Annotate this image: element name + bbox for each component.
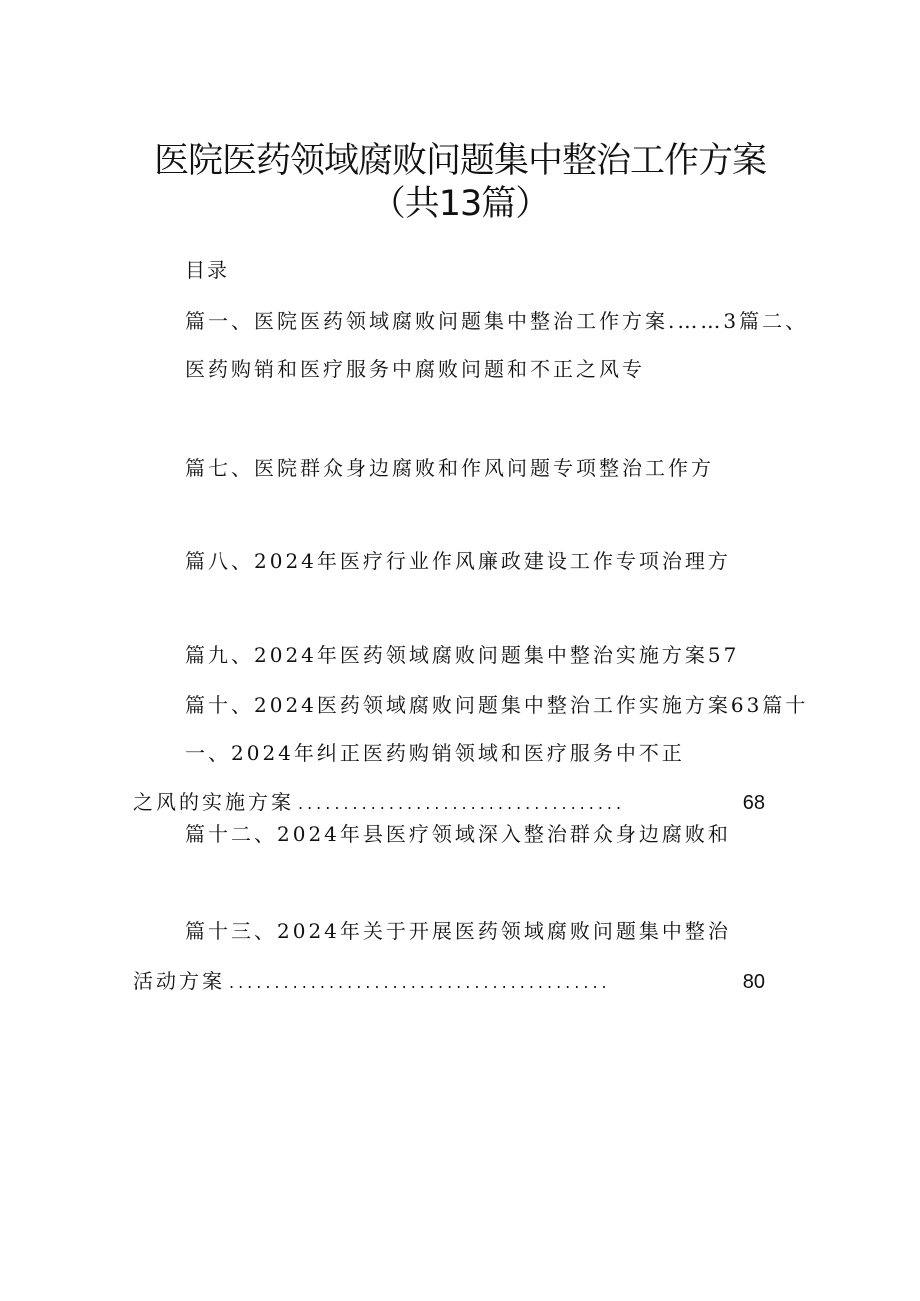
document-subtitle: （共13篇）: [370, 184, 550, 224]
toc-leader-dots: ....................................: [298, 794, 626, 813]
toc-entry-2[interactable]: 医药购销和医疗服务中腐败问题和不正之风专: [185, 357, 645, 381]
toc-page-number: 68: [742, 792, 765, 814]
toc-entry-7[interactable]: 篇七、医院群众身边腐败和作风问题专项整治工作方: [185, 456, 714, 480]
document-title: 医院医药领域腐败问题集中整治工作方案: [153, 141, 766, 181]
toc-entry-11[interactable]: 一、2024年纠正医药购销领域和医疗服务中不正: [185, 741, 685, 765]
toc-leader-dots: ..........................................: [229, 973, 611, 992]
toc-label: 目录: [185, 258, 229, 282]
toc-entry-13-tail[interactable]: [133, 965, 765, 994]
toc-entry-8[interactable]: 篇八、2024年医疗行业作风廉政建设工作专项治理方: [185, 549, 731, 573]
toc-page-number: 80: [742, 971, 765, 993]
toc-entry-9[interactable]: 篇九、2024年医药领域腐败问题集中整治实施方案57: [185, 643, 740, 667]
toc-entry-13[interactable]: 篇十三、2024年关于开展医药领域腐败问题集中整治: [185, 919, 731, 943]
toc-entry-10[interactable]: 篇十、2024医药领域腐败问题集中整治工作实施方案63篇十: [185, 693, 809, 717]
toc-entry-text: 活动方案: [133, 969, 225, 993]
toc-entry-text: 之风的实施方案: [133, 790, 294, 814]
toc-entry-1[interactable]: 篇一、医院医药领域腐败问题集中整治工作方案.……3篇二、: [185, 309, 809, 333]
toc-entry-11-tail[interactable]: [133, 786, 765, 815]
toc-entry-12[interactable]: 篇十二、2024年县医疗领域深入整治群众身边腐败和: [185, 822, 731, 846]
